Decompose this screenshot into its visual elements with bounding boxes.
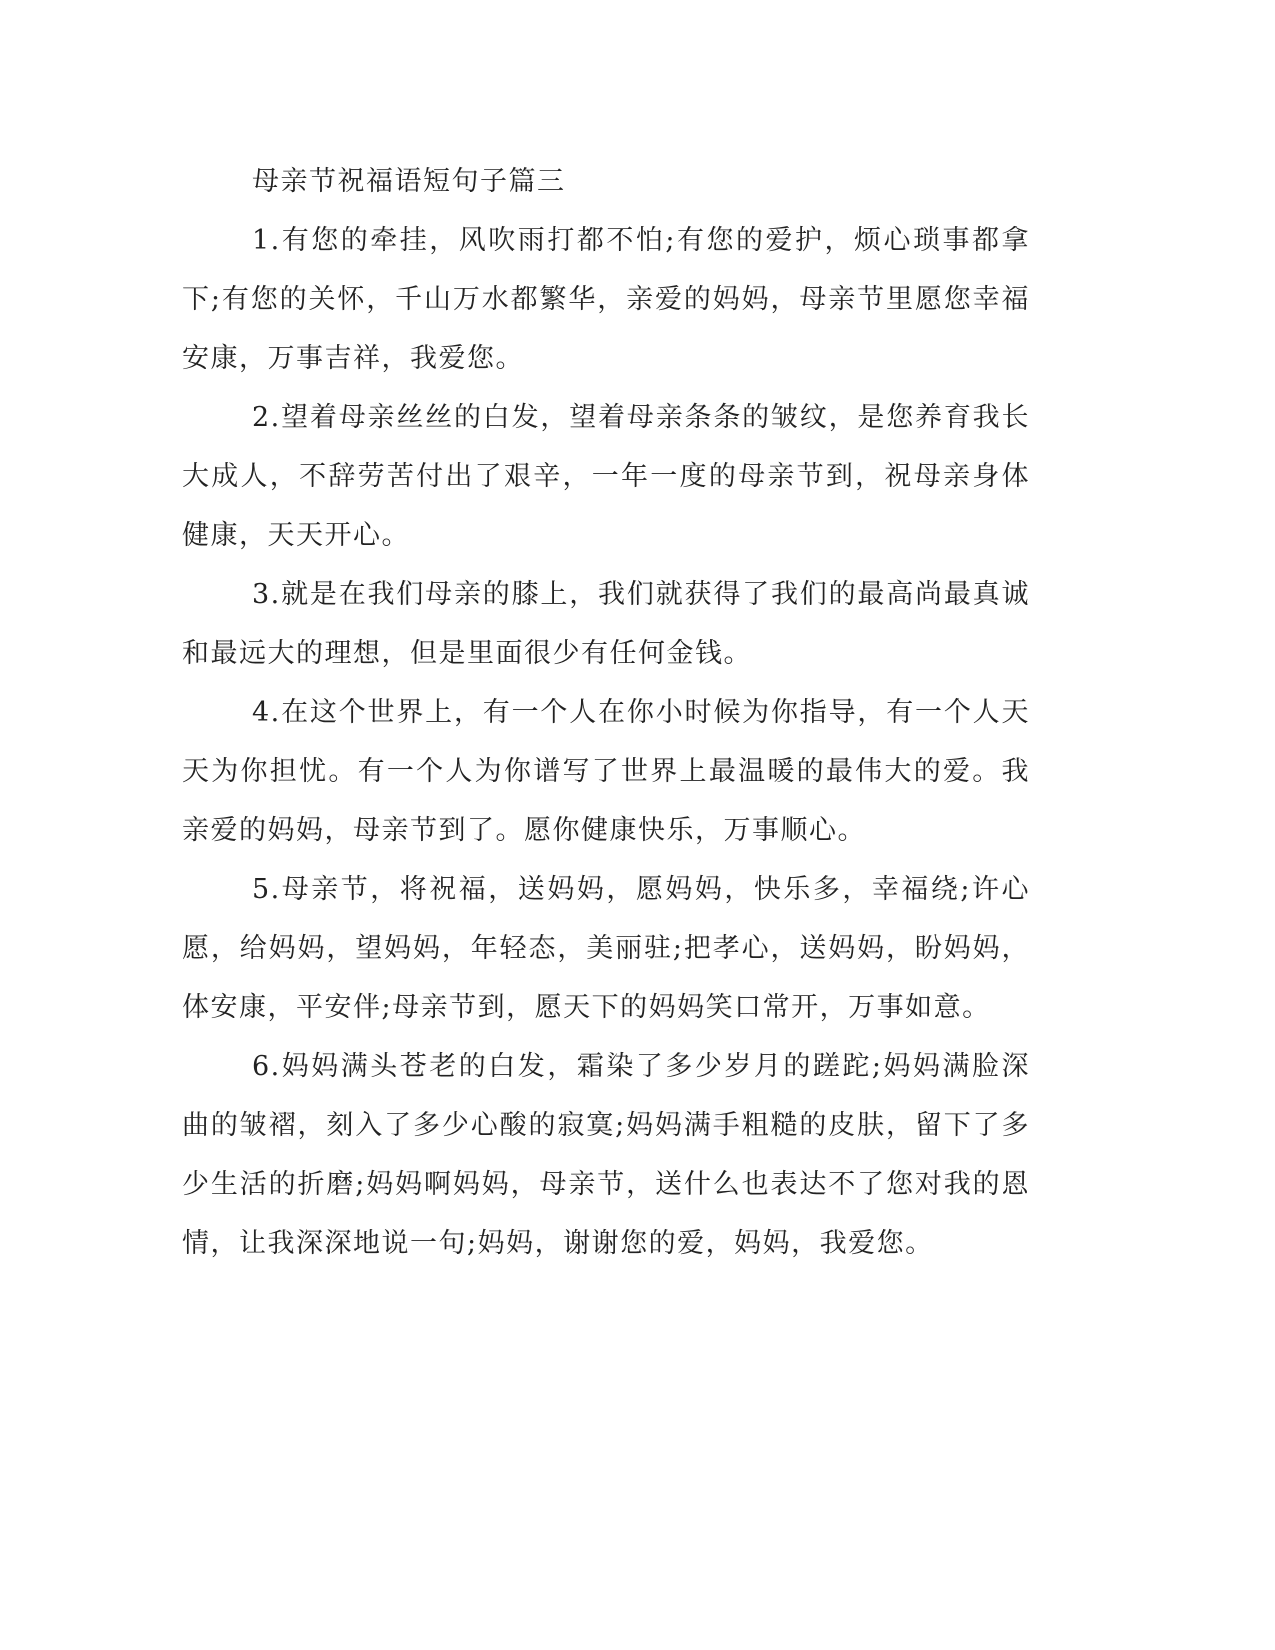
paragraph-4: 4.在这个世界上，有一个人在你小时候为你指导，有一个人天天为你担忧。有一个人为你谱写了世界上最温暖的最伟大的爱。我亲爱的妈妈，母亲节到了。愿你健康快乐，万事顺心。 [182,697,1030,846]
document-heading: 母亲节祝福语短句子篇三 [252,166,566,197]
document-body [182,152,1030,1273]
paragraph-2: 2.望着母亲丝丝的白发，望着母亲条条的皱纹，是您养育我长大成人，不辞劳苦付出了艰辛，一年一度的母亲节到，祝母亲身体健康，天天开心。 [182,402,1030,551]
paragraph-1: 1.有您的牵挂，风吹雨打都不怕;有您的爱护，烦心琐事都拿下;有您的关怀，千山万水都繁华，亲爱的妈妈，母亲节里愿您幸福安康，万事吉祥，我爱您。 [182,225,1030,374]
paragraph-3: 3.就是在我们母亲的膝上，我们就获得了我们的最高尚最真诚和最远大的理想，但是里面很少有任何金钱。 [182,579,1030,669]
paragraph-6: 6.妈妈满头苍老的白发，霜染了多少岁月的蹉跎;妈妈满脸深曲的皱褶，刻入了多少心酸的寂寞;妈妈满手粗糙的皮肤，留下了多少生活的折磨;妈妈啊妈妈，母亲节，送什么也表达不了您对我的恩情，让我深深地说一句;妈妈，谢谢您的爱，妈妈，我爱您。 [182,1051,1030,1259]
paragraph-5: 5.母亲节，将祝福，送妈妈，愿妈妈，快乐多，幸福绕;许心愿，给妈妈，望妈妈，年轻态，美丽驻;把孝心，送妈妈，盼妈妈，体安康，平安伴;母亲节到，愿天下的妈妈笑口常开，万事如意。 [182,874,1030,1023]
